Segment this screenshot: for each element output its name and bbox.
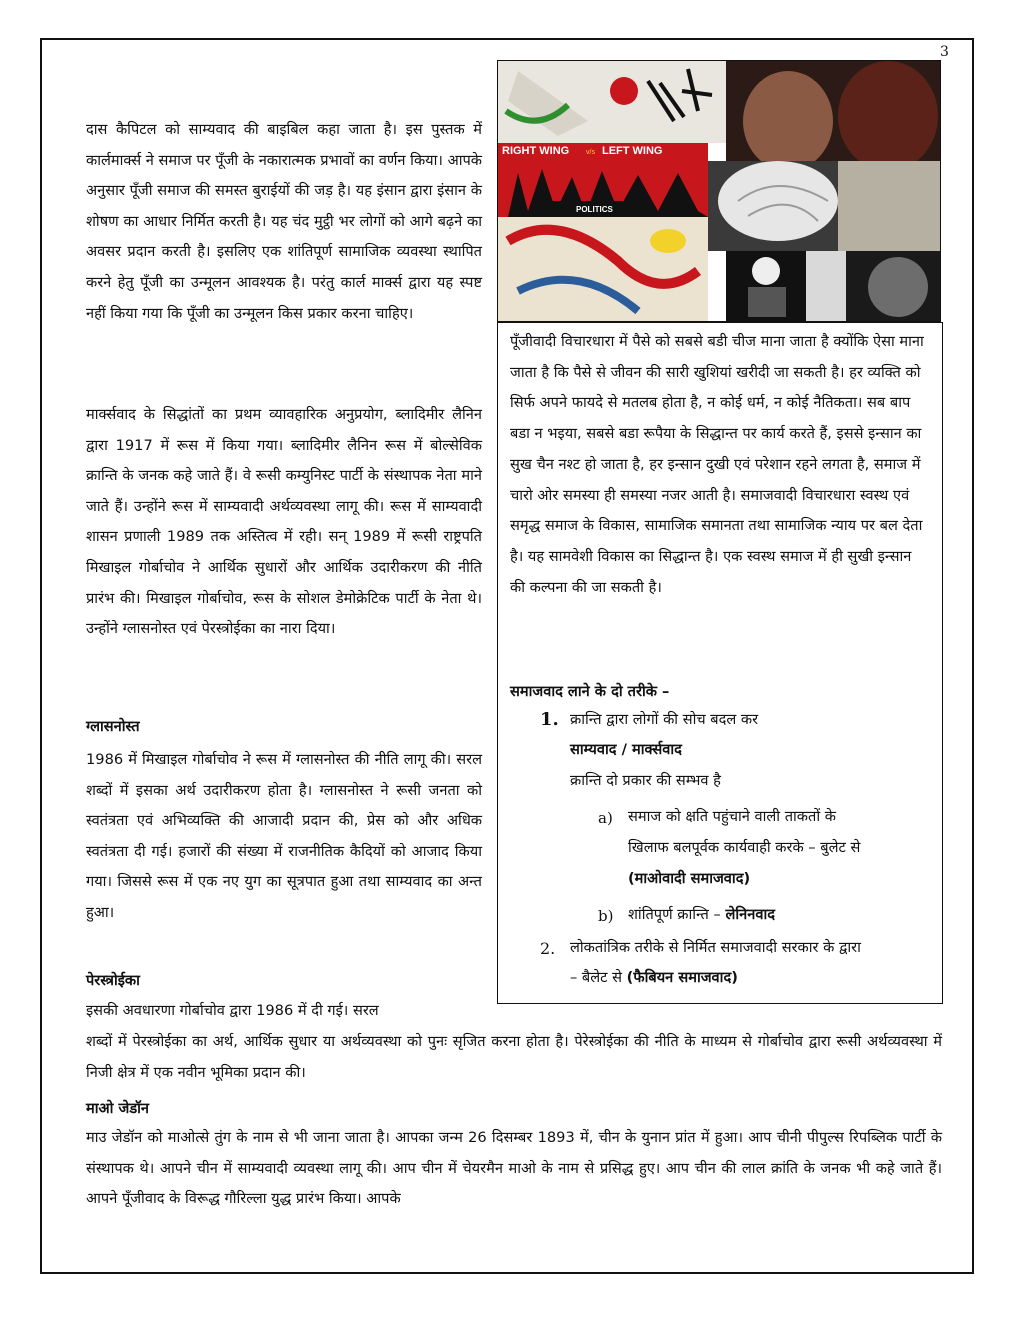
item2-line2 xyxy=(570,963,738,994)
perestroika-paragraph-rest: शब्दों में पेरस्त्रोईका का अर्थ, आर्थिक सुधार या अर्थव्यवस्था को पुनः सृजित करना होता है। पेरेस्त्रोईका की नीति के माध्यम से गोर्बाचोव द्वारा रूसी अर्थव्यवस्था में निजी क्षेत्र में एक नवीन भूमिका प्रदान की। xyxy=(86,1033,942,1081)
item2-number: 2. xyxy=(540,939,556,958)
item1-line2: साम्यवाद / मार्क्सवाद xyxy=(570,741,682,758)
item1-line3: क्रान्ति दो प्रकार की सम्भव है xyxy=(570,772,721,789)
sub-b-line xyxy=(628,900,775,931)
glasnost-paragraph: 1986 में मिखाइल गोर्बाचोव ने रूस में ग्लासनोस्त की नीति लागू की। सरल शब्दों में इसका अर्थ उदारीकरण होता है। ग्लासनोस्त ने रूसी जनता को स्वतंत्रता एवं अभिव्यक्ति की आजादी प्रदान की, प्रेस को और अधिक स्वतंत्रता दी गई। हजारों की संख्या में राजनीतिक कैदियों को आजाद किया गया। जिससे रूस में एक नए युग का सूत्रपात हुआ तथा साम्यवाद का अन्त हुआ। xyxy=(86,751,482,921)
item1-line1: क्रान्ति द्वारा लोगों की सोच बदल कर xyxy=(570,711,759,728)
marxism-paragraph: मार्क्सवाद के सिद्धांतों का प्रथम व्यावहारिक अनुप्रयोग, ब्लादिमीर लैनिन द्वारा 1917 में रूस में किया गया। ब्लादिमीर लैनिन रूस में बोल्सेविक क्रान्ति के जनक कहे जाते हैं। वे रूसी कम्युनिस्ट पार्टी के संस्थापक नेता माने जाते हैं। उन्होंने रूस में साम्यवादी अर्थव्यवस्था लागू की। रूस में साम्यवादी शासन प्रणाली 1989 तक अस्तित्व में रही। सन् 1989 में रूसी राष्ट्रपति मिखाइल गोर्बाचोव ने आर्थिक सुधारों और आर्थिक उदारीकरण की नीति प्रारंभ की। मिखाइल गोर्बाचोव, रूस के सोशल डेमोक्रेटिक पार्टी के नेता थे। उन्होंने ग्लासनोस्त एवं पेरस्त्रोईका का नारा दिया। xyxy=(86,406,482,638)
mao-heading: माओ जेडॉन xyxy=(86,1100,150,1117)
sub-a-label: a) xyxy=(598,809,613,827)
mao-paragraph: माउ जेडॉन को माओत्से तुंग के नाम से भी जाना जाता है। आपका जन्म 26 दिसम्बर 1893 में, चीन के युनान प्रांत में हुआ। आप चीनी पीपुल्स रिपब्लिक पार्टी के संस्थापक थे। आपने चीन में साम्यवादी व्यवस्था लागू की। आप चीन में चेयरमैन माओ के नाम से प्रसिद्ध हुए। आप चीन की लाल क्रांति के जनक भी कहे जाते हैं। आपने पूँजीवाद के विरूद्ध गौरिल्ला युद्ध प्रारंभ किया। आपके xyxy=(86,1129,942,1208)
banner-text-bottom: POLITICS xyxy=(576,205,613,214)
intro-paragraph: दास कैपिटल को साम्यवाद की बाइबिल कहा जाता है। इस पुस्तक में कार्लमार्क्स ने समाज पर पूँजी के नकारात्मक प्रभावों का वर्णन किया। आपके अनुसार पूँजी समाज की समस्त बुराईयों की जड़ है। यह इंसान द्वारा इंसान के शोषण का आधार निर्मित करती है। यह चंद मुट्ठी भर लोगों को आगे बढ़ने का अवसर प्रदान करती है। इसलिए एक शांतिपूर्ण सामाजिक व्यवस्था स्थापित करने हेतु पूँजी का उन्मूलन आवश्यक है। परंतु कार्ल मार्क्स द्वारा यह स्पष्ट नहीं किया गया कि पूँजी का उन्मूलन किस प्रकार करना चाहिए। xyxy=(86,121,482,322)
box-paragraph: पूँजीवादी विचारधारा में पैसे को सबसे बडी चीज माना जाता है क्योंकि ऐसा माना जाता है कि पैसे से जीवन की सारी खुशियां खरीदी जा सकती है। हर व्यक्ति को सिर्फ अपने फायदे से मतलब होता है, न कोई धर्म, न कोई नैतिकता। सब बाप बडा न भइया, सबसे बडा रूपैया के सिद्धान्त पर कार्य करते हैं, इससे इन्सान का सुख चैन नश्ट हो जाता है, हर इन्सान दुखी एवं परेशान रहने लगता है, समाज में चारो ओर समस्या ही समस्या नजर आती है। समाजवादी विचारधारा स्वस्थ एवं समृद्ध समाज के विकास, सामाजिक समानता तथा सामाजिक न्याय पर बल देता है। यह सामवेशी विकास का सिद्धान्त है। एक स्वस्थ समाज में ही सुखी इन्सान की कल्पना की जा सकती है। xyxy=(510,333,924,596)
page-number: 3 xyxy=(940,44,949,60)
sub-a-line1: समाज को क्षति पहुंचाने वाली ताकतों के xyxy=(628,808,836,825)
glasnost-heading: ग्लासनोस्त xyxy=(86,718,140,735)
sub-a-line2: खिलाफ बलपूर्वक कार्यवाही करके – बुलेट से xyxy=(628,839,861,856)
collage-artwork xyxy=(498,61,941,322)
banner-text-left: RIGHT WING xyxy=(502,145,570,157)
item2-line2-bold: (फैबियन समाजवाद) xyxy=(626,969,738,986)
politics-collage-image xyxy=(497,60,941,322)
sub-a-line3: (माओवादी समाजवाद) xyxy=(628,870,751,887)
item2-line1: लोकतांत्रिक तरीके से निर्मित समाजवादी सरकार के द्वारा xyxy=(570,939,861,956)
perestroika-heading: पेरस्त्रोईका xyxy=(86,972,140,989)
sub-b-label: b) xyxy=(598,907,614,925)
item1-number: 1. xyxy=(540,709,559,730)
sub-b-bold: लेनिनवाद xyxy=(725,906,775,923)
banner-text-right: LEFT WING xyxy=(602,145,663,157)
box-heading: समाजवाद लाने के दो तरीके – xyxy=(510,683,670,700)
item2-line2-text: – बैलेट से xyxy=(570,969,623,986)
capitalism-socialism-box xyxy=(497,322,943,1004)
perestroika-paragraph-start: इसकी अवधारणा गोर्बाचोव द्वारा 1986 में दी गई। सरल xyxy=(86,1002,379,1019)
sub-b-text: शांतिपूर्ण क्रान्ति – xyxy=(628,906,721,923)
banner-text-vs: v/s xyxy=(586,149,595,156)
